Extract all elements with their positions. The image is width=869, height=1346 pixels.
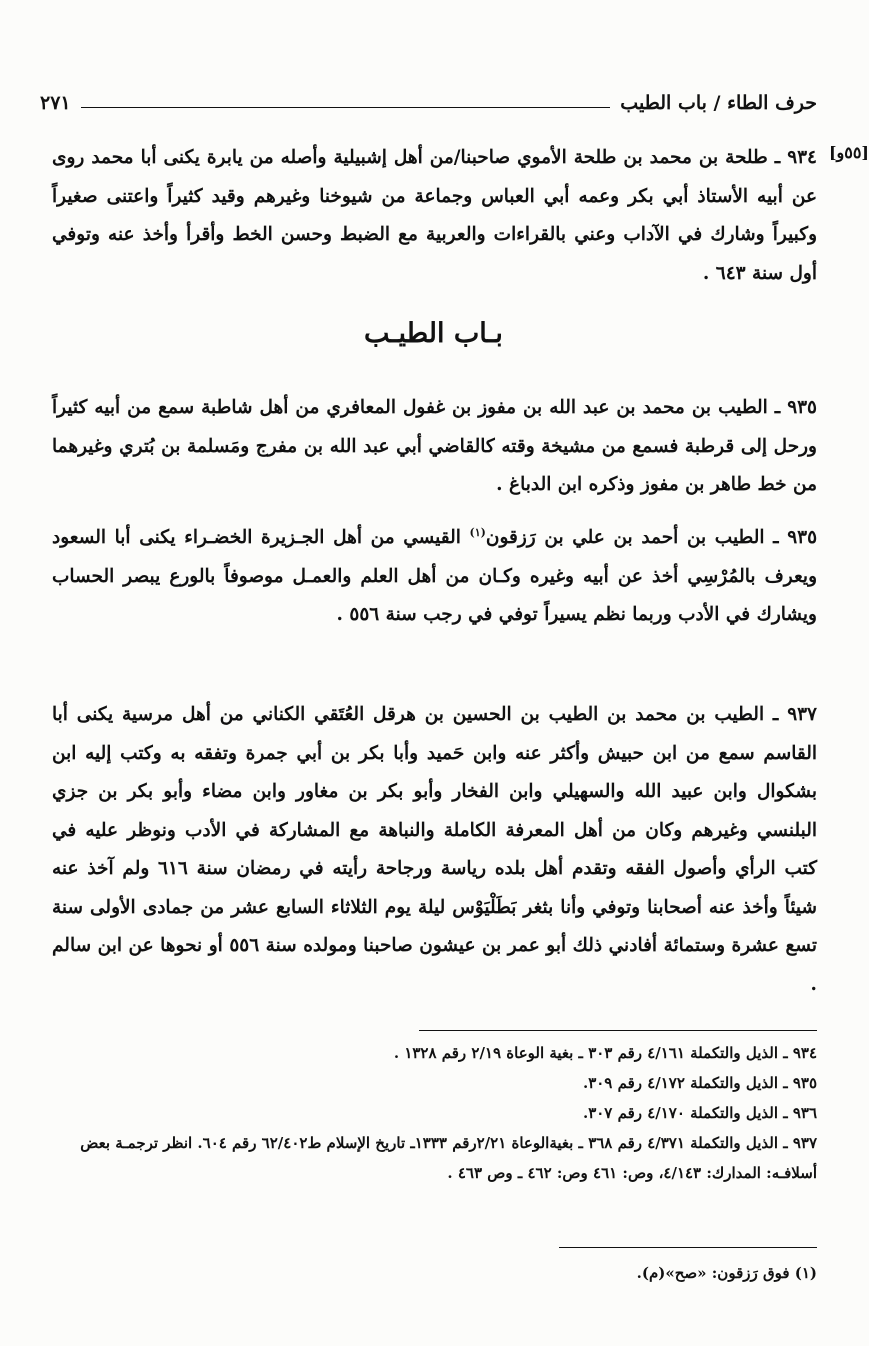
- entry-937: [52, 696, 817, 1004]
- source-936: ٩٣٦ ـ الذيل والتكملة ٤/١٧٠ رقم ٣٠٧.: [582, 1104, 817, 1122]
- entry-937-text: ٩٣٧ ـ الطيب بن محمد بن الطيب بن الحسين بن هرقل العُتَقي الكناني من أهل مرسية يكنى أبا القاسم سمع من ابن حبيش وأكثر عنه وابن حَميد وأبا بكر بن أبي جمرة وتفقه به وكتب إليه ابن بشكوال وابن عبيد الله والسهيلي وابن الفخار وأبو بكر بن مغاور وابن مضاء وأبو بكر بن جزي البلنسي وغيرهم وكان من أهل المعرفة الكاملة والنباهة مع المشاركة في الأدب ونوظر عليه في كتب الرأي وأصول الفقه وتقدم أهل بلده رياسة ورجاحة رأيته في رمضان سنة ٦١٦ ولم آخذ عنه شيئاً وأخذ عنه أصحابنا وتوفي وأنا بثغر بَطَلْيَوْس ليلة يوم الثلاثاء السابع عشر من جمادى الأولى سنة تسع عشرة وستمائة أفادني ذلك أبو عمر بن عيشون صاحبنا ومولده سنة ٥٥٦ أو نحوها عن ابن سالم .: [52, 704, 818, 995]
- page-number: ٢٧١: [40, 92, 71, 114]
- entry-936-text: [52, 514, 817, 635]
- footnote: [52, 1258, 817, 1288]
- entry-936-body: القيسي من أهل الجـزيرة الخضـراء يكنى أبا السعود ويعرف بالمُرْسِي أخذ عن أبيه وغيره وكـان من أهل العلم والعمـل موصوفاً بالورع يبصر الحساب ويشارك في الأدب وربما نظم يسيراً توفي في رجب سنة ٥٥٦ .: [52, 527, 817, 626]
- footnote-rule: [559, 1247, 817, 1248]
- entry-936-name: ٩٣٥ ـ الطيب بن أحمد بن علي بن رَزقون: [485, 527, 818, 549]
- entry-934: [52, 139, 817, 293]
- chapter-title: حرف الطاء / باب الطيب: [620, 92, 817, 114]
- source-934: ٩٣٤ ـ الذيل والتكملة ٤/١٦١ رقم ٣٠٣ ـ بغية الوعاة ٢/١٩ رقم ١٣٢٨ .: [393, 1044, 817, 1062]
- source-935: ٩٣٥ ـ الذيل والتكملة ٤/١٧٢ رقم ٣٠٩.: [582, 1074, 817, 1092]
- source-937: ٩٣٧ ـ الذيل والتكملة ٤/٣٧١ رقم ٣٦٨ ـ بغيةالوعاة ٢/٢١رقم ١٣٣٣ـ تاريخ الإسلام ط٦٢/٤٠٢ رقم ٦٠٤. انظر ترجمـة بعض أسلافـه: المدارك: ٤/١٤٣، وص: ٤٦١ وص: ٤٦٢ ـ وص ٤٦٣ .: [80, 1134, 817, 1182]
- footnote-text: (١) فوق رَزقون: «صح»(م).: [636, 1264, 817, 1282]
- sources-list: [52, 1038, 817, 1188]
- section-heading: بـاب الطيـب: [364, 318, 503, 349]
- entry-935: [52, 389, 817, 505]
- header-rule: [81, 107, 611, 108]
- footnote-ref: (١): [469, 526, 486, 539]
- entry-935-text: ٩٣٥ ـ الطيب بن محمد بن عبد الله بن مفوز بن غفول المعافري من أهل شاطبة سمع من أبيه كثيراً ورحل إلى قرطبة فسمع من مشيخة وقته كالقاضي أبي عبد الله بن مفرج ومَسلمة بن بُتري وغيرهما من خط طاهر بن مفوز وذكره ابن الدباغ .: [52, 397, 817, 495]
- margin-folio-note: [٥٥و]: [828, 143, 869, 162]
- entry-936: [52, 514, 817, 635]
- entry-934-text: ٩٣٤ ـ طلحة بن محمد بن طلحة الأموي صاحبنا/من أهل إشبيلية وأصله من يابرة يكنى أبا محمد روى عن أبيه الأستاذ أبي بكر وعمه أبي العباس وجماعة من شيوخنا وغيرهم وقيد كثيراً واعتنى صغيراً وكبيراً وشارك في الآداب وعني بالقراءات والعربية مع الضبط وحسن الخط وأقرأ وأخذ عنه وتوفي أول سنة ٦٤٣ .: [52, 147, 817, 284]
- running-header: [40, 84, 817, 114]
- sources-rule: [419, 1030, 817, 1031]
